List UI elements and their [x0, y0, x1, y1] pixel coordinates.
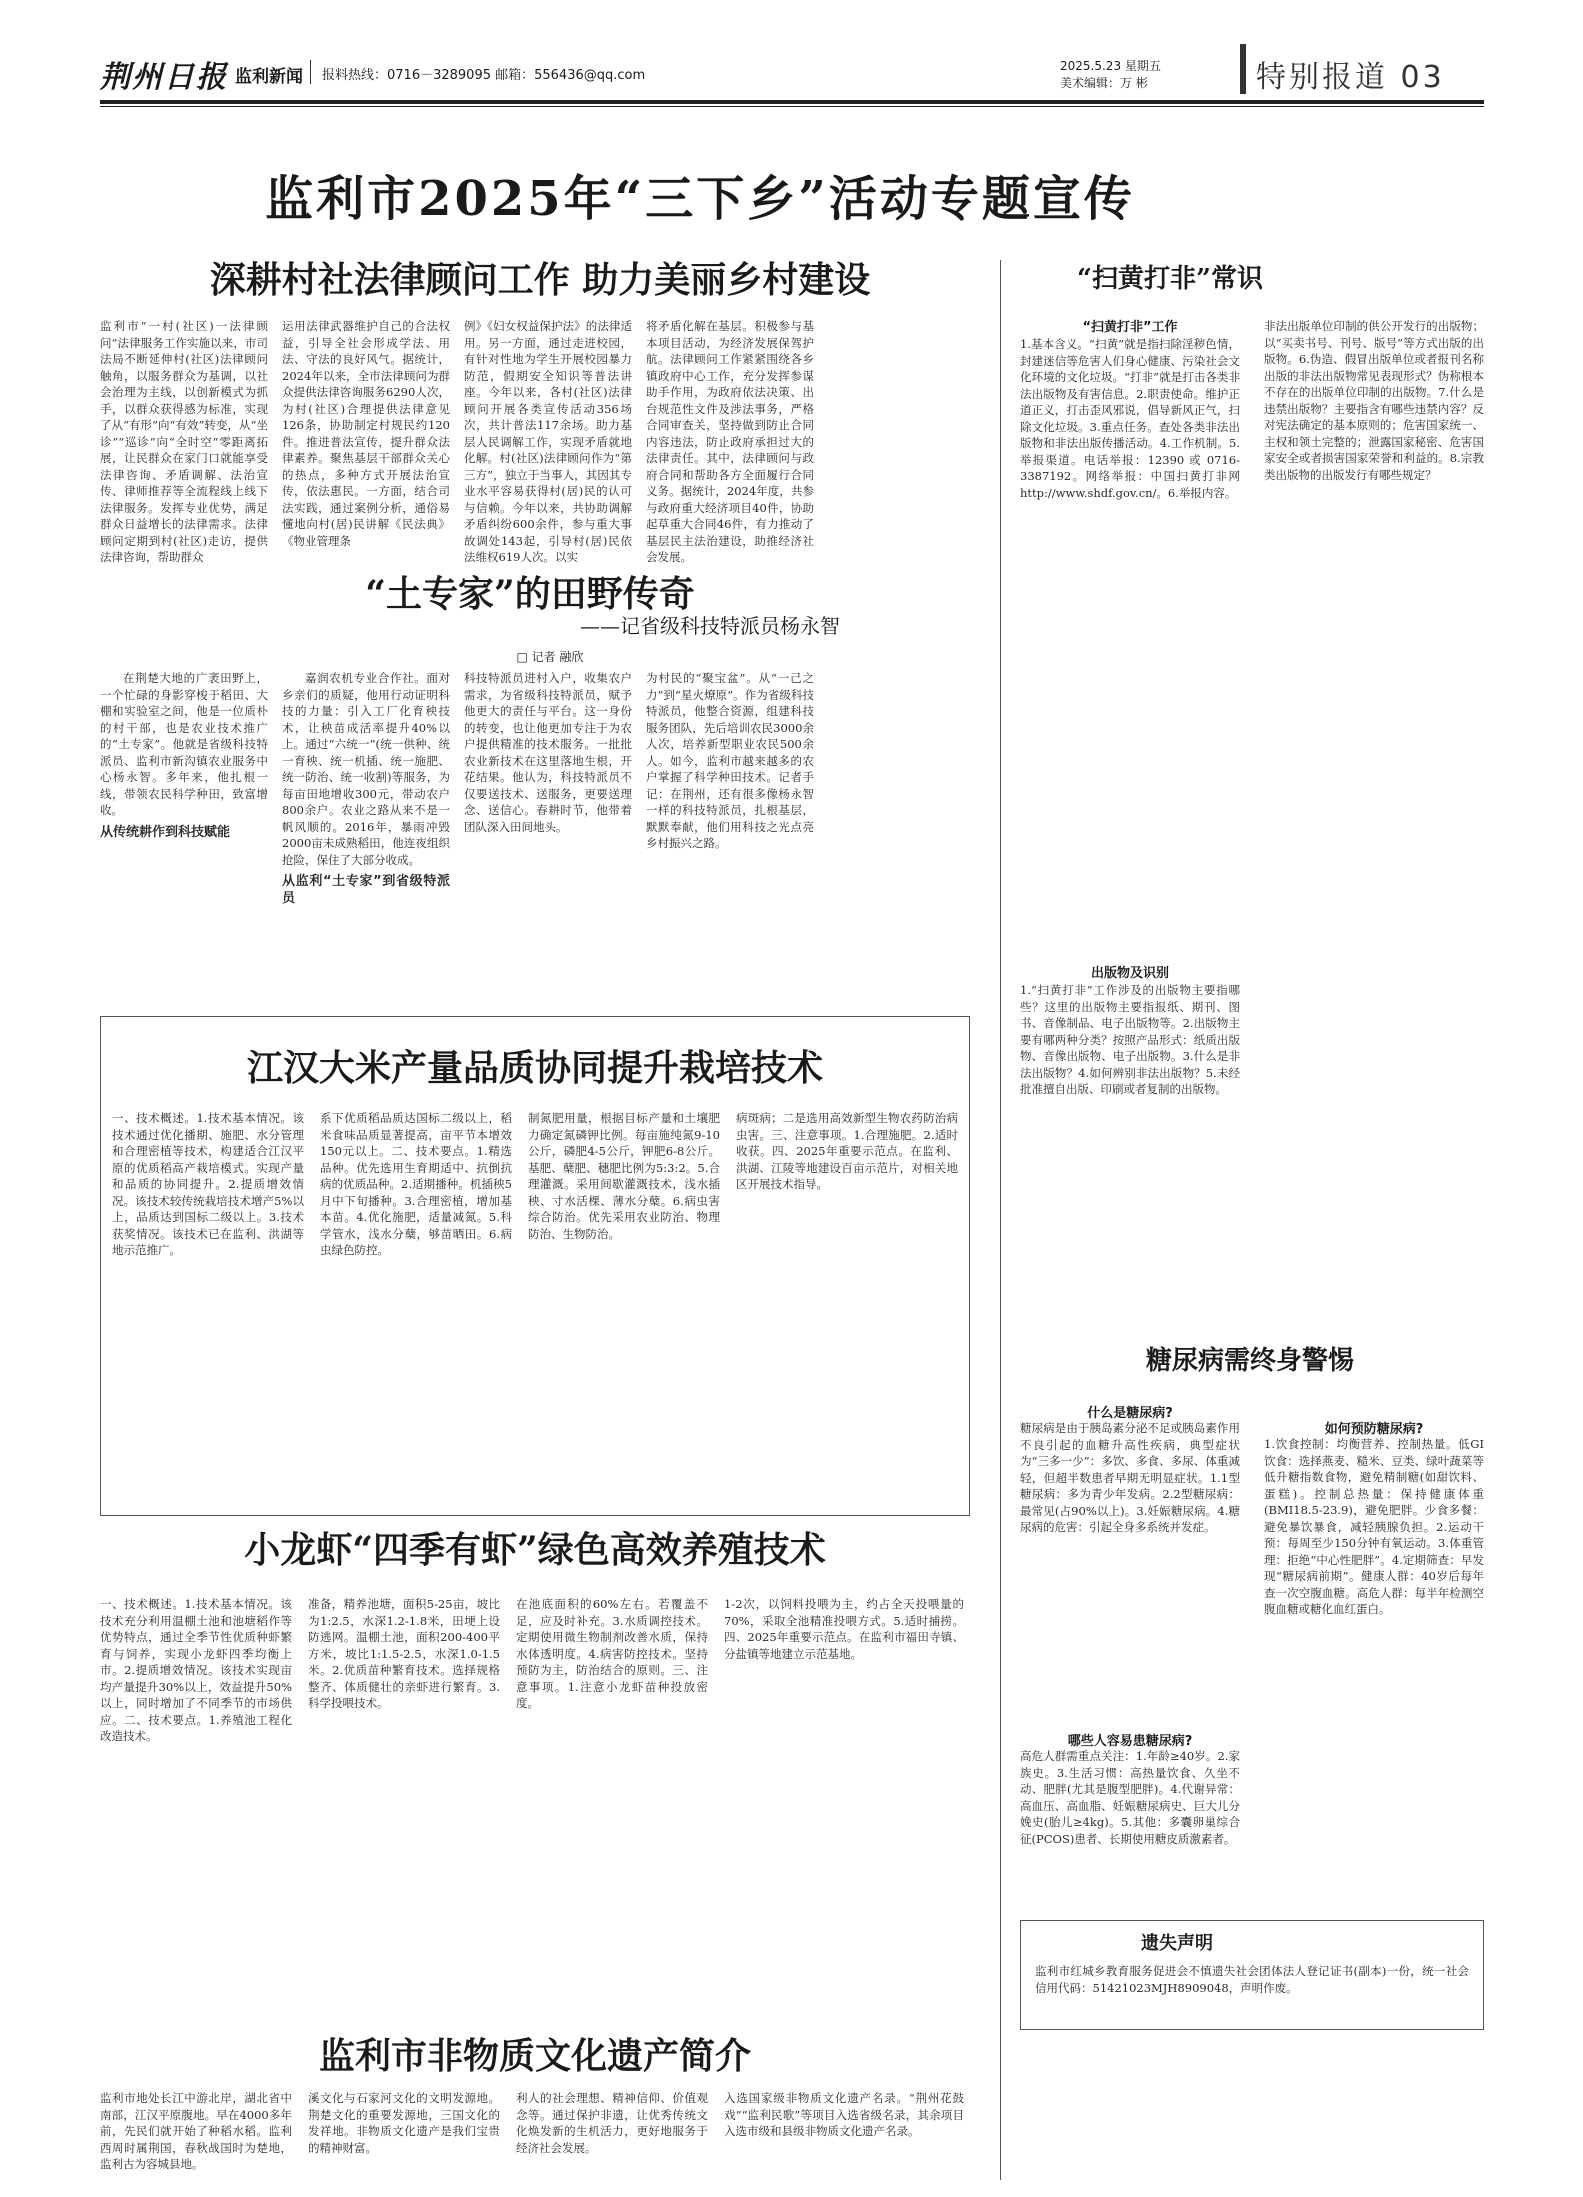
sidebar2-col1: 糖尿病是由于胰岛素分泌不足或胰岛素作用不良引起的血糖升高性疾病，典型症状为“三多一少”：多饮、多食、多尿、体重减轻，但超半数患者早期无明显症状。1.1型糖尿病：多为青少年发病。2.2型糖尿病：最常见(占90%以上)。3.妊娠糖尿病。4.糖尿病的危害：引起全身多系统并发症。: [1020, 1421, 1240, 1534]
contact-info: 报料热线：0716－3289095 邮箱：556436@qq.com: [322, 68, 646, 83]
editor-credit: 美术编辑：万 彬: [1060, 76, 1148, 90]
notice-text: 监利市红城乡教育服务促进会不慎遗失社会团体法人登记证书(副本)一份，统一社会信用代码：51421023MJH8909048，声明作废。: [1035, 1964, 1469, 1995]
header-rule: [100, 100, 1484, 104]
sidebar2-q1: 什么是糖尿病?: [1087, 1406, 1173, 1421]
article5-col2: 溪文化与石家河文化的文明发源地。荆楚文化的重要发源地，三国文化的发祥地。非物质文化遗产是我们宝贵的精神财富。: [308, 2091, 500, 2155]
article1-col3: 例》《妇女权益保护法》的法律适用。另一方面，通过走进校园，有针对性地为学生开展校园暴力防范，假期安全知识等普法讲座。今年以来，各村(社区)法律顾问开展各类宣传活动356场次，共计普法117余场。助力基层人民调解工作，实现矛盾就地化解。村(社区)法律顾问作为“第三方”，独立于当事人，其因其专业水平容易获得村(居)民的认可与信赖。今年以来，共协助调解矛盾纠纷600余件，参与重大事故调处143起，引导村(居)民依法维权619人次。以实: [464, 319, 632, 564]
article4-col2: 准备，精养池塘，面积5-25亩，坡比为1:2.5，水深1.2-1.8米，田埂上设防逃网。温棚土池，面积200-400平方米，坡比1:1.5-2.5，水深1.0-1.5米。2.优质苗种繁育技术。选择规格整齐、体质健壮的亲虾进行繁育。3.科学投喂技术。: [308, 1597, 500, 1710]
article5-col3: 利人的社会理想、精神信仰、价值观念等。通过保护非遗，让优秀传统文化焕发新的生机活力，更好地服务于经济社会发展。: [516, 2091, 708, 2155]
sidebar2-col1b: 高危人群需重点关注：1.年龄≥40岁。2.家族史。3.生活习惯：高热量饮食、久坐不动、肥胖(尤其是腹型肥胖)。4.代谢异常：高血压、高血脂、妊娠糖尿病史、巨大儿分娩史(胎儿≥4kg)。5.其他：多囊卵巢综合征(PCOS)患者、长期使用糖皮质激素者。: [1020, 1749, 1240, 1846]
article5-title: 监利市非物质文化遗产简介: [318, 2035, 751, 2077]
article2-col1: [100, 670, 268, 1000]
article4-col1: 一、技术概述。1.技术基本情况。该技术充分利用温棚土池和池塘稻作等优势特点，通过全季节性优质种虾繁育与饲养，实现小龙虾四季均衡上市。2.提质增效情况。该技术实现亩均产量提升30%以上，效益提升50%以上，同时增加了不同季节的市场供应。二、技术要点。1.养殖池工程化改造技术。: [100, 1597, 292, 1743]
article4-col4: 1-2次，以饲料投喂为主，约占全天投喂量的70%，采取全池精准投喂方式。5.适时捕捞。四、2025年重要示范点。在监利市福田寺镇、分盐镇等地建立示范基地。: [724, 1597, 964, 1661]
article3-col3: 制氮肥用量，根据目标产量和土壤肥力确定氮磷钾比例。每亩施纯氮9-10公斤，磷肥4-5公斤，钾肥6-8公斤。基肥、蘖肥、穗肥比例为5:3:2。5.合理灌溉。采用间歇灌溉技术，浅水插秧、寸水活棵、薄水分蘖。6.病虫害综合防治。优先采用农业防治、物理防治、生物防治。: [528, 1111, 720, 1241]
notice-title: 遗失声明: [1141, 1933, 1213, 1954]
issue-info: [1060, 58, 1161, 92]
article2-col2: [282, 670, 450, 1000]
sidebar1-subhead2: 出版物及识别: [1090, 966, 1169, 981]
article3-col2: 系下优质稻品质达国标二级以上，稻米食味品质显著提高，亩平节本增效150元以上。二、技术要点。1.精选品种。优先选用生育期适中、抗倒抗病的优质品种。2.适期播种。机插秧5月中下旬播种。3.合理密植，增加基本苗。4.优化施肥，适量减氮。5.科学管水，浅水分蘖，够苗晒田。6.病虫绿色防控。: [320, 1111, 512, 1257]
article1-col2: 运用法律武器维护自己的合法权益，引导全社会形成学法、用法、守法的良好风气。据统计，2024年以来，全市法律顾问为群众提供法律咨询服务6290人次，为村(社区)合理提供法律意见126条，协助制定村规民约120件。推进普法宣传，提升群众法律素养。聚焦基层干部群众关心的热点，多种方式开展法治宣传，依法惠民。一方面，结合司法实践，通过案例分析，通俗易懂地向村(居)民讲解《民法典》《物业管理条: [282, 319, 450, 548]
article5-col4: 入选国家级非物质文化遗产名录。“荆州花鼓戏”“监利民歌”等项目入选省级名录，其余项目入选市级和县级非物质文化遗产名录。: [724, 2091, 964, 2138]
article1-col1: 监利市“一村(社区)一法律顾问”法律服务工作实施以来，市司法局不断延伸村(社区)法律顾问触角，以服务群众为基调，以社会治理为主线，以创新模式为抓手，以群众获得感为标准，实现了从“有形”向“有效”转变，从“坐诊”“巡诊”向“全时空”零距离拓展，让民群众在家门口就能享受法律咨询、矛盾调解、法治宣传、律师推荐等全流程线上线下法律服务。发挥专业优势，满足群众日益增长的法律需求。法律顾问定期到村(社区)走访，提供法律咨询，帮助群众: [100, 319, 268, 564]
sidebar2-q3: 如何预防糖尿病?: [1324, 1422, 1424, 1437]
sidebar1-col1: 1.基本含义。“扫黄”就是指扫除淫秽色情，封建迷信等危害人们身心健康、污染社会文化环境的文化垃圾。“打非”就是打击各类非法出版物及有害信息。2.职责使命。维护正道正义，打击歪风邪说，倡导新风正气，扫除文化垃圾。3.重点任务。查处各类非法出版物和非法出版传播活动。4.工作机制。5.举报渠道。电话举报：12390 或 0716-3387192。网络举报：中国扫黄打非网 http://www.shdf.gov.cn/。6.举报内容。: [1020, 337, 1240, 500]
header-divider: [310, 60, 311, 84]
section-name: 监利新闻: [235, 67, 303, 87]
article2-title: “土专家”的田野传奇: [365, 573, 695, 615]
sidebar2-title: 糖尿病需终身警惕: [1145, 1346, 1354, 1376]
article5-col1: 监利市地处长江中游北岸，湖北省中南部，江汉平原腹地。早在4000多年前，先民们就开始了种稻水稻。监利西周时属荆国，春秋战国时为楚地，监利古为容城县地。: [100, 2091, 292, 2171]
article2-subhead1: 从传统耕作到科技赋能: [100, 824, 231, 840]
article1-col4: 将矛盾化解在基层。积极参与基本项目活动，为经济发展保驾护航。法律顾问工作紧紧围绕各乡镇政府中心工作，充分发挥参谋助手作用，为政府依法决策、出台规范性文件及涉法事务，严格合同审查关，坚持做到防止合同内容违法，防止政府承担过大的法律责任。其中，法律顾问与政府合同和帮助各方全面履行合同义务。据统计，2024年度，共参与政府重大经济项目40件，协助起草重大合同46件，有力推动了基层民主法治建设，助推经济社会发展。: [646, 319, 814, 564]
page-badge-bar: [1240, 44, 1246, 94]
sidebar1-col2: 非法出版单位印制的供公开发行的出版物；以“买卖书号、刊号、版号”等方式出版的出版物。6.伪造、假冒出版单位或者报刊名称出版的非法出版物常见表现形式？伪称根本不存在的出版单位印制的出版物。7.什么是违禁出版物？主要指含有哪些违禁内容？反对宪法确定的基本原则的；危害国家统一、主权和领土完整的；泄露国家秘密、危害国家安全或者损害国家荣誉和利益的。8.宗教类出版物的出版发行有哪些规定？: [1264, 319, 1484, 482]
article4-col3: 在池底面积的60%左右。若覆盖不足，应及时补充。3.水质调控技术。定期使用微生物制剂改善水质，保持水体透明度。4.病害防控技术。坚持预防为主，防治结合的原则。三、注意事项。1.注意小龙虾苗种投放密度。: [516, 1597, 708, 1710]
notice-box: [1020, 1920, 1484, 2030]
sidebar-divider: [1000, 260, 1001, 2180]
page-title: 特别报道 03: [1256, 60, 1445, 95]
article2-subtitle: ——记省级科技特派员杨永智: [580, 614, 840, 638]
article2-byline: □ 记者 融欣: [516, 650, 584, 664]
sidebar1-title: “扫黄打非”常识: [1077, 264, 1263, 294]
main-headline: 监利市2025年“三下乡”活动专题宣传: [265, 171, 1135, 227]
article3-col4: 病斑病；二是选用高效新型生物农药防治病虫害。三、注意事项。1.合理施肥。2.适时收获。四、2025年重要示范点。在监利、洪湖、江陵等地建设百亩示范片，对相关地区开展技术指导。: [736, 1111, 958, 1191]
header-rule-thin: [100, 106, 1484, 107]
newspaper-logo: 荆州日报: [100, 60, 228, 95]
article1-title: 深耕村社法律顾问工作 助力美丽乡村建设: [209, 259, 871, 301]
article3-title: 江汉大米产量品质协同提升栽培技术: [246, 1047, 823, 1089]
issue-date: 2025.5.23 星期五: [1060, 59, 1161, 73]
article2-subhead2: 从监利“土专家”到省级特派员: [282, 874, 450, 906]
article2-col1-text: 在荆楚大地的广袤田野上，一个忙碌的身影穿梭于稻田、大棚和实验室之间，他是一位质朴的村干部，也是农业技术推广的“土专家”。他就是省级科技特派员、监利市新沟镇农业服务中心杨永智。多年来，他扎根一线，带领农民科学种田，致富增收。: [100, 671, 268, 817]
sidebar2-q2: 哪些人容易患糖尿病?: [1067, 1734, 1193, 1749]
sidebar1-col1b: 1.“扫黄打非”工作涉及的出版物主要指哪些？这里的出版物主要指报纸、期刊、图书、音像制品、电子出版物等。2.出版物主要有哪两种分类？按照产品形式：纸质出版物、音像出版物、电子出版物。3.什么是非法出版物？4.如何辨别非法出版物？5.未经批准擅自出版、印刷或者复制的出版物。: [1020, 983, 1240, 1096]
sidebar2-col2: 1.饮食控制：均衡营养、控制热量。低GI饮食：选择燕麦、糙米、豆类、绿叶蔬菜等低升糖指数食物，避免精制糖(如甜饮料、蛋糕)。控制总热量：保持健康体重(BMI18.5-23.9)，避免肥胖。少食多餐：避免暴饮暴食，减轻胰腺负担。2.运动干预：每周至少150分钟有氧运动。3.体重管理：拒绝“中心性肥胖”。4.定期筛查：早发现“糖尿病前期”。健康人群：40岁后每年查一次空腹血糖。高危人群：每半年检测空腹血糖或糖化血红蛋白。: [1264, 1437, 1484, 1616]
article2-col2-text: 嘉润农机专业合作社。面对乡亲们的质疑，他用行动证明科技的力量：引入工厂化育秧技术，让秧苗成活率提升40%以上。通过“六统一”(统一供种、统一育秧、统一机插、统一施肥、统一防治、统一收割)等服务，为每亩田地增收300元，带动农户800余户。农业之路从来不是一帆风顺的。2016年，暴雨冲毁2000亩未成熟稻田，他连夜组织抢险，保住了大部分收成。: [282, 671, 450, 867]
article2-col3: 科技特派员进村入户，收集农户需求，为省级科技特派员，赋予他更大的责任与平台。这一身份的转变，也让他更加专注于为农户提供精准的技术服务。一批批农业新技术在这里落地生根，开花结果。他认为，科技特派员不仅要送技术、送服务，更要送理念、送信心。春耕时节，他带着团队深入田间地头。: [464, 671, 632, 834]
sidebar1-subtitle: “扫黄打非”工作: [1082, 320, 1178, 335]
article3-col1: 一、技术概述。1.技术基本情况。该技术通过优化播期、施肥、水分管理和合理密植等技术，构建适合江汉平原的优质稻高产栽培模式。实现产量和品质的协同提升。2.提质增效情况。该技术较传统栽培技术增产5%以上，品质达到国标二级以上。3.技术获奖情况。该技术已在监利、洪湖等地示范推广。: [112, 1111, 304, 1257]
article4-title: 小龙虾“四季有虾”绿色高效养殖技术: [244, 1529, 826, 1571]
article2-col4: 为村民的“聚宝盆”。从“一己之力”到“星火燎原”。作为省级科技特派员，他整合资源，组建科技服务团队，先后培训农民3000余人次，培养新型职业农民500余人。如今，监利市越来越多的农户掌握了科学种田技术。记者手记：在荆州，还有很多像杨永智一样的科技特派员，扎根基层，默默奉献，他们用科技之光点亮乡村振兴之路。: [646, 671, 814, 850]
